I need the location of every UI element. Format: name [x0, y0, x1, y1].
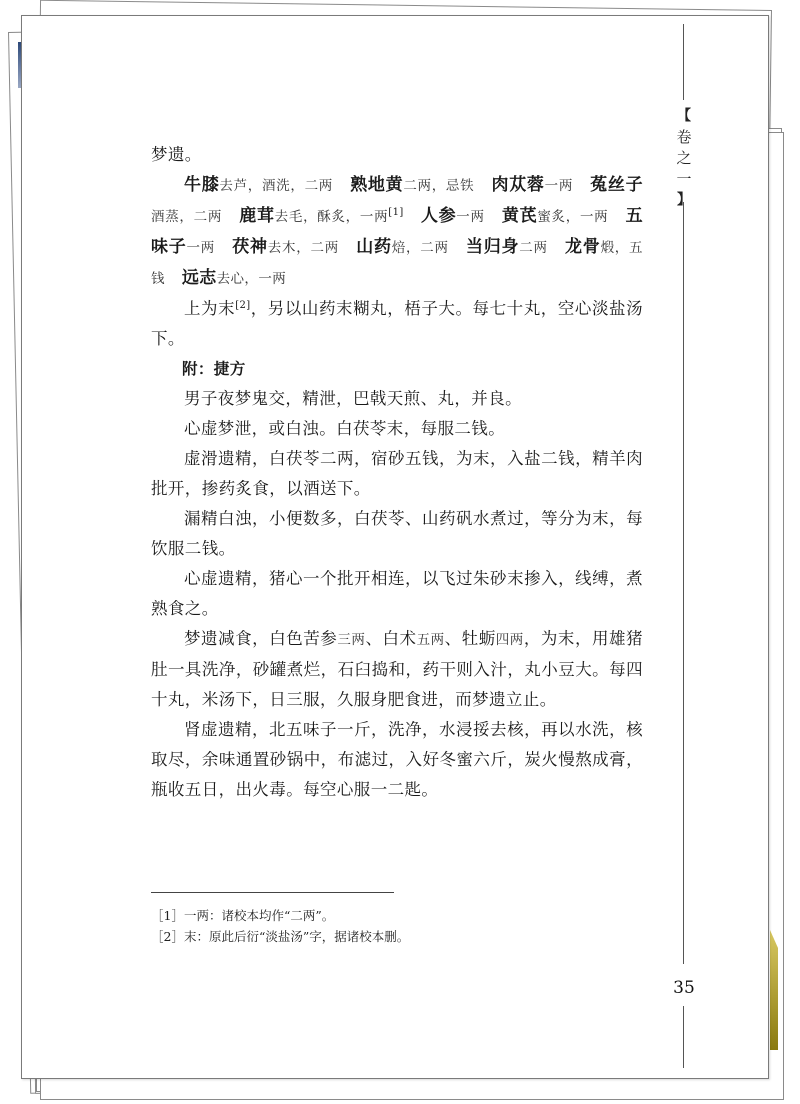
footnote-text: 一两：诸校本均作“二两”。 — [183, 908, 335, 923]
herb-name: 熟地黄 — [349, 175, 404, 195]
dose-note: 四两 — [495, 632, 524, 648]
footnote-divider — [151, 892, 394, 893]
running-head-char: 卷 — [676, 128, 692, 146]
formula-paragraph — [151, 170, 643, 294]
herb-note: 酒蒸，二两 — [151, 209, 223, 225]
book-page — [21, 15, 769, 1079]
herb-note: 焙，二两 — [391, 240, 449, 256]
herb-note: 一两 — [544, 178, 574, 194]
herb-name: 远志 — [181, 268, 217, 288]
herb-name: 茯神 — [231, 237, 268, 257]
footnote-ref[interactable]: [1] — [388, 207, 404, 218]
footnote-ref[interactable]: [2] — [235, 300, 251, 311]
margin-rule-middle — [683, 202, 684, 964]
herb-note: 二两 — [519, 240, 548, 256]
section-heading: 附：捷方 — [182, 360, 246, 378]
paragraph: 虚滑遗精，白茯苓二两，宿砂五钱，为末，入盐二钱，精羊肉批开，掺药炙食，以酒送下。 — [151, 449, 643, 498]
text-run: 上为末 — [184, 299, 236, 318]
footnote-mark: ［1］ — [151, 908, 184, 923]
herb-note: 去芦，酒洗，二两 — [219, 178, 333, 194]
book-edge-gold — [770, 930, 778, 1050]
paragraph — [151, 294, 643, 354]
herb-name: 当归身 — [465, 237, 520, 257]
herb-name: 山药 — [355, 237, 392, 257]
herb-note: 去毛，酥炙，一两 — [274, 209, 389, 225]
footnotes — [151, 905, 631, 947]
text-run: ，另以山药末糊丸，梧子大。每七十丸，空心淡盐汤下。 — [151, 299, 643, 348]
paragraph: 漏精白浊，小便数多，白茯苓、山药矾水煮过，等分为末，每饮服二钱。 — [151, 509, 643, 558]
margin-rule-bottom — [683, 1006, 684, 1068]
page-body — [151, 140, 643, 805]
paragraph — [151, 624, 643, 715]
paragraph: 梦遗。 — [151, 145, 202, 164]
bracket-open: 【 — [677, 108, 691, 124]
herb-name: 黄芪 — [501, 206, 538, 226]
herb-name: 五味子 — [151, 206, 643, 257]
text-run: 梦遗减食，白色苦参 — [184, 629, 338, 648]
herb-name: 牛膝 — [184, 175, 220, 195]
text-run: 、牡蛎 — [444, 629, 496, 648]
herb-note: 蜜炙，一两 — [537, 209, 609, 225]
paragraph: 心虚遗精，猪心一个批开相连，以飞过朱砂末掺入，线缚，煮熟食之。 — [151, 569, 643, 618]
text-run: 、白术 — [365, 629, 417, 648]
paragraph: 男子夜梦鬼交，精泄，巴戟天煎、丸，并良。 — [184, 389, 522, 408]
dose-note: 三两 — [337, 632, 366, 648]
footnote-text: 末：原此后衍“淡盐汤”字，据诸校本删。 — [183, 929, 410, 944]
herb-note: 一两 — [186, 240, 215, 256]
text-run: ，为末，用雄猪肚一具洗净，砂罐煮烂，石臼捣和，药干则入汁，丸小豆大。每四十丸，米汤下，日三服，久服身肥食进，而梦遗立止。 — [151, 629, 643, 709]
margin-rule-top — [683, 24, 684, 100]
herb-note: 二两，忌铁 — [403, 178, 475, 194]
footnote-2 — [151, 926, 631, 947]
paragraph: 肾虚遗精，北五味子一斤，洗净，水浸挼去核，再以水洗，核取尽，余味通置砂锅中，布滤过，入好冬蜜六斤，炭火慢熬成膏，瓶收五日，出火毒。每空心服一二匙。 — [151, 720, 643, 799]
herb-note: 去心，一两 — [216, 271, 287, 287]
herb-name: 鹿茸 — [238, 206, 275, 226]
footnote-1 — [151, 905, 631, 926]
footnote-mark: ［2］ — [151, 929, 184, 944]
dose-note: 五两 — [416, 632, 445, 648]
herb-name: 龙骨 — [564, 237, 601, 257]
running-head-char: 一 — [676, 170, 692, 188]
bracket-close: 】 — [677, 192, 691, 208]
herb-name: 人参 — [420, 206, 457, 226]
herb-note: 一两 — [456, 209, 485, 225]
herb-name: 菟丝子 — [589, 175, 644, 195]
paragraph: 心虚梦泄，或白浊。白茯苓末，每服二钱。 — [184, 419, 506, 438]
running-head-char: 之 — [676, 149, 692, 167]
running-head — [673, 106, 695, 211]
page-number: 35 — [673, 978, 695, 998]
herb-name: 肉苁蓉 — [491, 175, 545, 195]
herb-note: 煅，五钱 — [151, 240, 643, 287]
herb-note: 去木，二两 — [267, 240, 340, 256]
